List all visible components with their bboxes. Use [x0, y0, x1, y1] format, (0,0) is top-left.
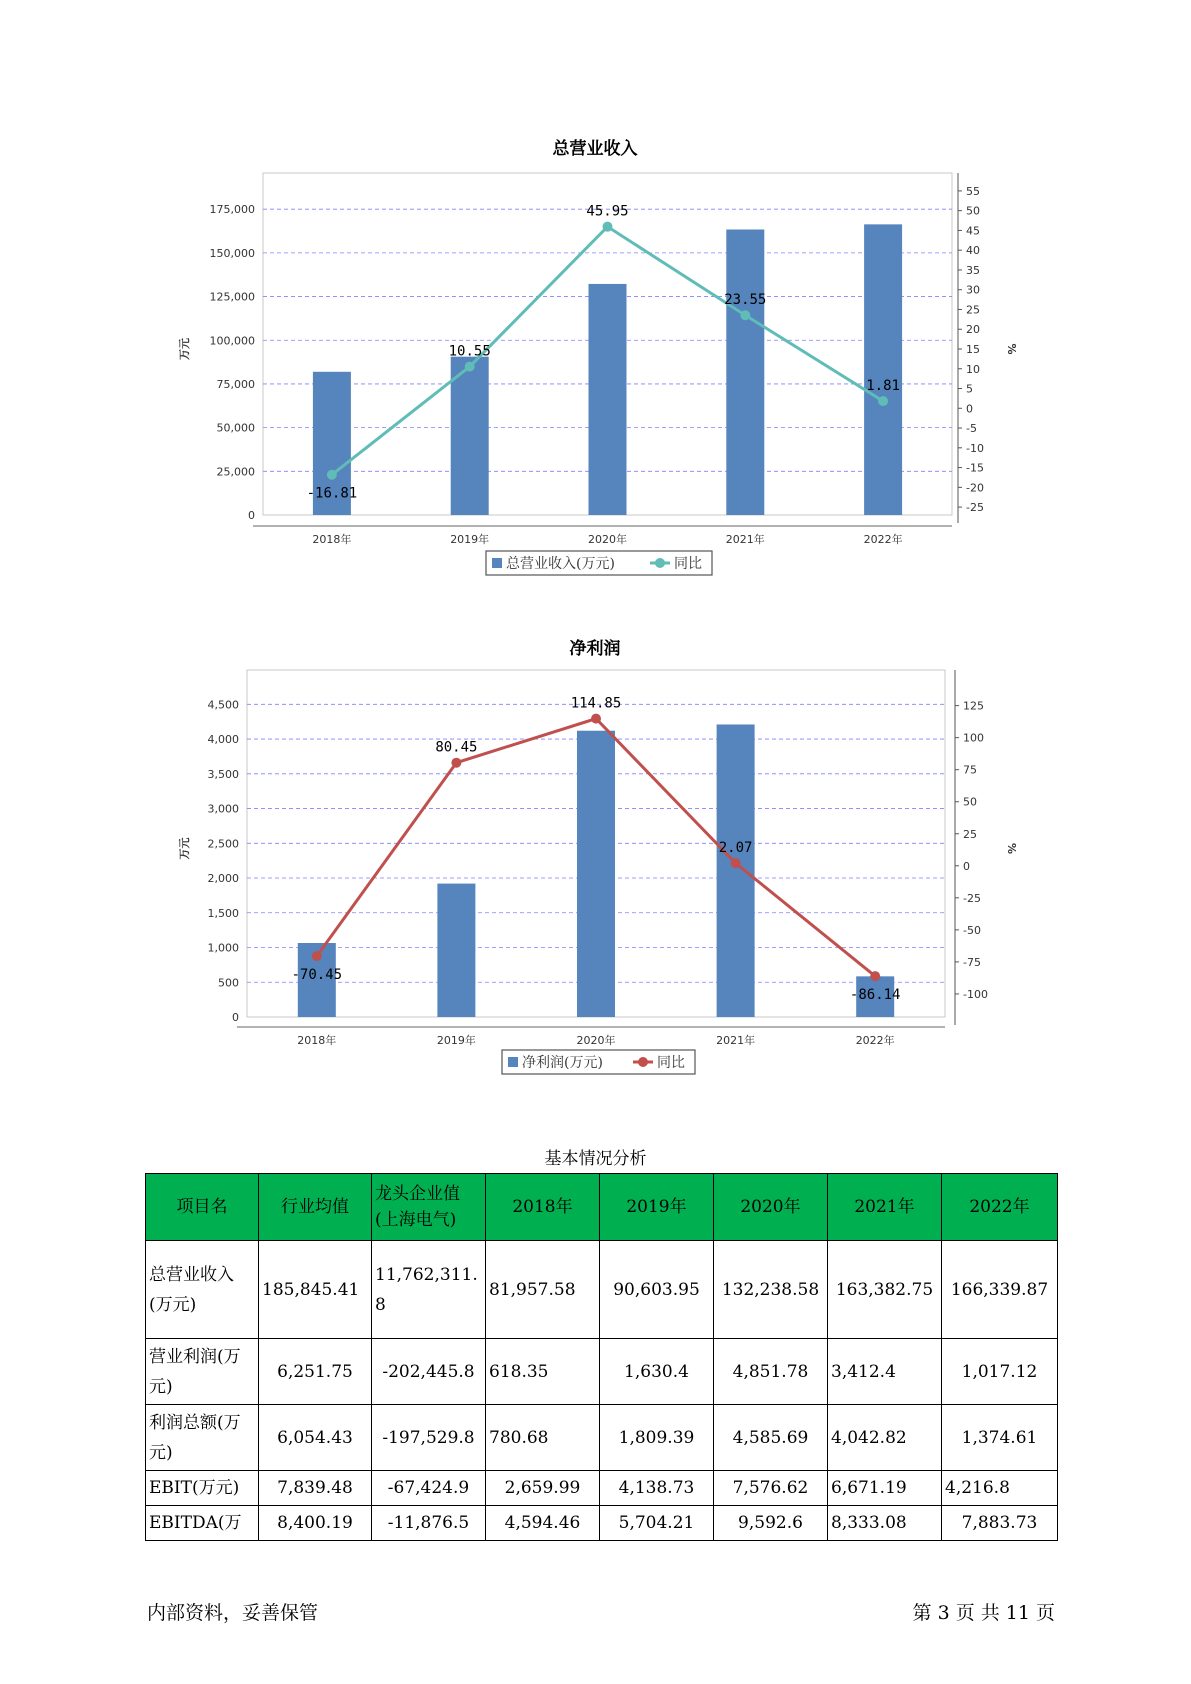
data-label: -16.81: [306, 485, 358, 502]
y2-tick-label: 25: [963, 827, 977, 841]
net-profit-chart: [0, 630, 1191, 1104]
net-profit-chart-svg: [0, 630, 1191, 1100]
table-cell: 81,957.58: [486, 1241, 600, 1339]
row-label: 总营业收入(万元): [146, 1241, 259, 1339]
legend-line-marker: [638, 1057, 648, 1067]
x-tick-label: 2021年: [725, 533, 765, 546]
table-title: 基本情况分析: [544, 1149, 647, 1169]
table-cell: -67,424.9: [372, 1471, 486, 1506]
data-label: 80.45: [435, 739, 478, 756]
y2-tick-label: 50: [966, 204, 980, 218]
table-cell: 4,216.8: [942, 1471, 1058, 1506]
y2-tick-label: 100: [963, 731, 984, 745]
y-tick-label: 3,000: [207, 802, 239, 816]
table-header-row: [146, 1174, 1058, 1241]
y-tick-label: 500: [218, 976, 239, 990]
header-2018: 2018年: [486, 1174, 600, 1241]
x-tick-label: 2022年: [855, 1034, 895, 1047]
x-tick-label: 2019年: [436, 1034, 476, 1047]
table-cell: 7,576.62: [714, 1471, 828, 1506]
y2-tick-label: 125: [963, 699, 984, 713]
line-point: [740, 310, 750, 320]
y2-tick-label: 20: [966, 323, 980, 337]
y-tick-label: 1,500: [207, 906, 239, 920]
row-label: 利润总额(万元): [146, 1405, 259, 1471]
y2-axis-label: %: [1005, 842, 1018, 855]
data-label: 45.95: [586, 203, 629, 220]
bar: [717, 724, 755, 1017]
table-cell: 7,839.48: [259, 1471, 372, 1506]
x-tick-label: 2018年: [297, 1034, 337, 1047]
table-cell: -197,529.8: [372, 1405, 486, 1471]
revenue-chart-svg: [0, 130, 1191, 600]
header-2021: 2021年: [828, 1174, 942, 1241]
header-2022: 2022年: [942, 1174, 1058, 1241]
line-point: [870, 971, 880, 981]
data-label: 23.55: [724, 292, 767, 309]
y-tick-label: 0: [232, 1011, 239, 1024]
legend-line-label: 同比: [657, 1055, 685, 1071]
y-tick-label: 2,000: [207, 872, 239, 886]
line-point: [465, 362, 475, 372]
y2-tick-label: -75: [963, 955, 981, 969]
y2-tick-label: 0: [966, 402, 973, 416]
table-cell: 6,054.43: [259, 1405, 372, 1471]
header-2020: 2020年: [714, 1174, 828, 1241]
table-cell: 4,585.69: [714, 1405, 828, 1471]
table-row: [146, 1471, 1058, 1506]
y2-tick-label: 75: [963, 763, 977, 777]
line-point: [327, 470, 337, 480]
bar: [577, 731, 615, 1017]
y2-tick-label: -15: [966, 461, 984, 475]
y2-tick-label: 25: [966, 303, 980, 317]
y-tick-label: 2,500: [207, 837, 239, 851]
table-cell: 2,659.99: [486, 1471, 600, 1506]
y-tick-label: 150,000: [209, 246, 255, 260]
table-cell: 618.35: [486, 1339, 600, 1405]
chart-title: 净利润: [569, 639, 621, 659]
table-cell: -11,876.5: [372, 1506, 486, 1541]
table-row: [146, 1241, 1058, 1339]
y-tick-label: 0: [248, 509, 255, 522]
y-tick-label: 25,000: [216, 465, 255, 479]
y2-tick-label: -50: [963, 923, 981, 937]
bar: [437, 884, 475, 1017]
revenue-chart: [0, 130, 1191, 604]
table-cell: 7,883.73: [942, 1506, 1058, 1541]
data-label: -70.45: [291, 967, 343, 984]
x-tick-label: 2019年: [450, 533, 490, 546]
table-cell: 4,138.73: [600, 1471, 714, 1506]
line-point: [878, 396, 888, 406]
table-cell: 5,704.21: [600, 1506, 714, 1541]
y2-axis-label: %: [1005, 343, 1018, 355]
row-label: EBITDA(万: [146, 1506, 259, 1541]
footer-confidential-note: 内部资料，妥善保管: [147, 1602, 319, 1624]
data-label: 114.85: [570, 695, 622, 712]
y-tick-label: 125,000: [209, 290, 255, 304]
table-cell: 132,238.58: [714, 1241, 828, 1339]
y2-tick-label: 35: [966, 263, 980, 277]
table-cell: 185,845.41: [259, 1241, 372, 1339]
legend-bar-label: 净利润(万元): [522, 1055, 603, 1071]
data-label: 1.81: [866, 378, 900, 395]
y2-tick-label: -25: [966, 501, 984, 515]
y-tick-label: 4,000: [207, 733, 239, 747]
table-cell: 166,339.87: [942, 1241, 1058, 1339]
y2-tick-label: 50: [963, 795, 977, 809]
x-tick-label: 2020年: [576, 1034, 616, 1047]
bar: [864, 224, 902, 515]
y-axis-label: 万元: [178, 338, 191, 360]
y2-tick-label: 30: [966, 283, 980, 297]
legend-bar-swatch: [508, 1057, 518, 1067]
table-cell: 11,762,311.8: [372, 1241, 486, 1339]
x-tick-label: 2021年: [716, 1034, 756, 1047]
table-cell: 1,630.4: [600, 1339, 714, 1405]
table-cell: 1,017.12: [942, 1339, 1058, 1405]
y2-tick-label: 0: [963, 859, 970, 873]
table-cell: 6,671.19: [828, 1471, 942, 1506]
y-tick-label: 175,000: [209, 203, 255, 217]
legend-bar-swatch: [492, 558, 502, 568]
y2-tick-label: -10: [966, 441, 984, 455]
basic-analysis-table: [145, 1173, 1058, 1541]
data-label: 10.55: [448, 343, 491, 360]
row-label: EBIT(万元): [146, 1471, 259, 1506]
data-label: 2.07: [718, 840, 753, 857]
bar: [724, 230, 767, 515]
y2-tick-label: -25: [963, 891, 981, 905]
y-tick-label: 100,000: [209, 334, 255, 348]
y2-tick-label: 5: [966, 382, 973, 396]
y2-tick-label: 55: [966, 184, 980, 198]
table-cell: 90,603.95: [600, 1241, 714, 1339]
header-leader-value: 龙头企业值(上海电气): [372, 1174, 486, 1241]
legend-bar-label: 总营业收入(万元): [506, 556, 615, 572]
bar: [589, 284, 627, 515]
line-point: [451, 758, 461, 768]
x-tick-label: 2020年: [588, 533, 627, 546]
table-cell: 780.68: [486, 1405, 600, 1471]
table-cell: 6,251.75: [259, 1339, 372, 1405]
footer-page-number: 第 3 页 共 11 页: [912, 1602, 1055, 1624]
table-cell: 4,851.78: [714, 1339, 828, 1405]
line-point: [312, 951, 322, 961]
y2-tick-label: -5: [966, 422, 977, 436]
y2-tick-label: -100: [963, 987, 988, 1001]
row-label: 营业利润(万元): [146, 1339, 259, 1405]
y-tick-label: 75,000: [216, 377, 255, 391]
y-tick-label: 50,000: [216, 421, 255, 435]
chart-title: 总营业收入: [552, 139, 638, 159]
header-2019: 2019年: [600, 1174, 714, 1241]
table-cell: 8,400.19: [259, 1506, 372, 1541]
x-tick-label: 2018年: [312, 533, 352, 546]
line-point: [591, 714, 601, 724]
table-cell: 8,333.08: [828, 1506, 942, 1541]
y-tick-label: 4,500: [207, 698, 239, 712]
legend-line-label: 同比: [674, 556, 702, 572]
table-cell: 9,592.6: [714, 1506, 828, 1541]
line-point: [731, 858, 741, 868]
table-row: [146, 1339, 1058, 1405]
table-cell: 4,594.46: [486, 1506, 600, 1541]
y2-tick-label: 45: [966, 224, 980, 238]
x-tick-label: 2022年: [863, 533, 903, 546]
data-label: -86.14: [849, 987, 901, 1004]
y2-tick-label: 10: [966, 362, 980, 376]
y-axis-label: 万元: [178, 837, 191, 860]
y2-tick-label: 40: [966, 244, 980, 258]
header-item-name: 项目名: [146, 1174, 259, 1241]
table-cell: 1,374.61: [942, 1405, 1058, 1471]
y-tick-label: 1,000: [207, 941, 239, 955]
table-cell: -202,445.8: [372, 1339, 486, 1405]
y-tick-label: 3,500: [207, 767, 239, 781]
table-cell: 163,382.75: [828, 1241, 942, 1339]
line-point: [603, 222, 613, 232]
legend-line-marker: [655, 558, 665, 568]
table-row: [146, 1506, 1058, 1541]
y2-tick-label: 15: [966, 343, 980, 356]
table-cell: 4,042.82: [828, 1405, 942, 1471]
header-industry-avg: 行业均值: [259, 1174, 372, 1241]
bar: [451, 357, 489, 515]
y2-tick-label: -20: [966, 481, 984, 495]
table-row: [146, 1405, 1058, 1471]
table-cell: 1,809.39: [600, 1405, 714, 1471]
table-cell: 3,412.4: [828, 1339, 942, 1405]
